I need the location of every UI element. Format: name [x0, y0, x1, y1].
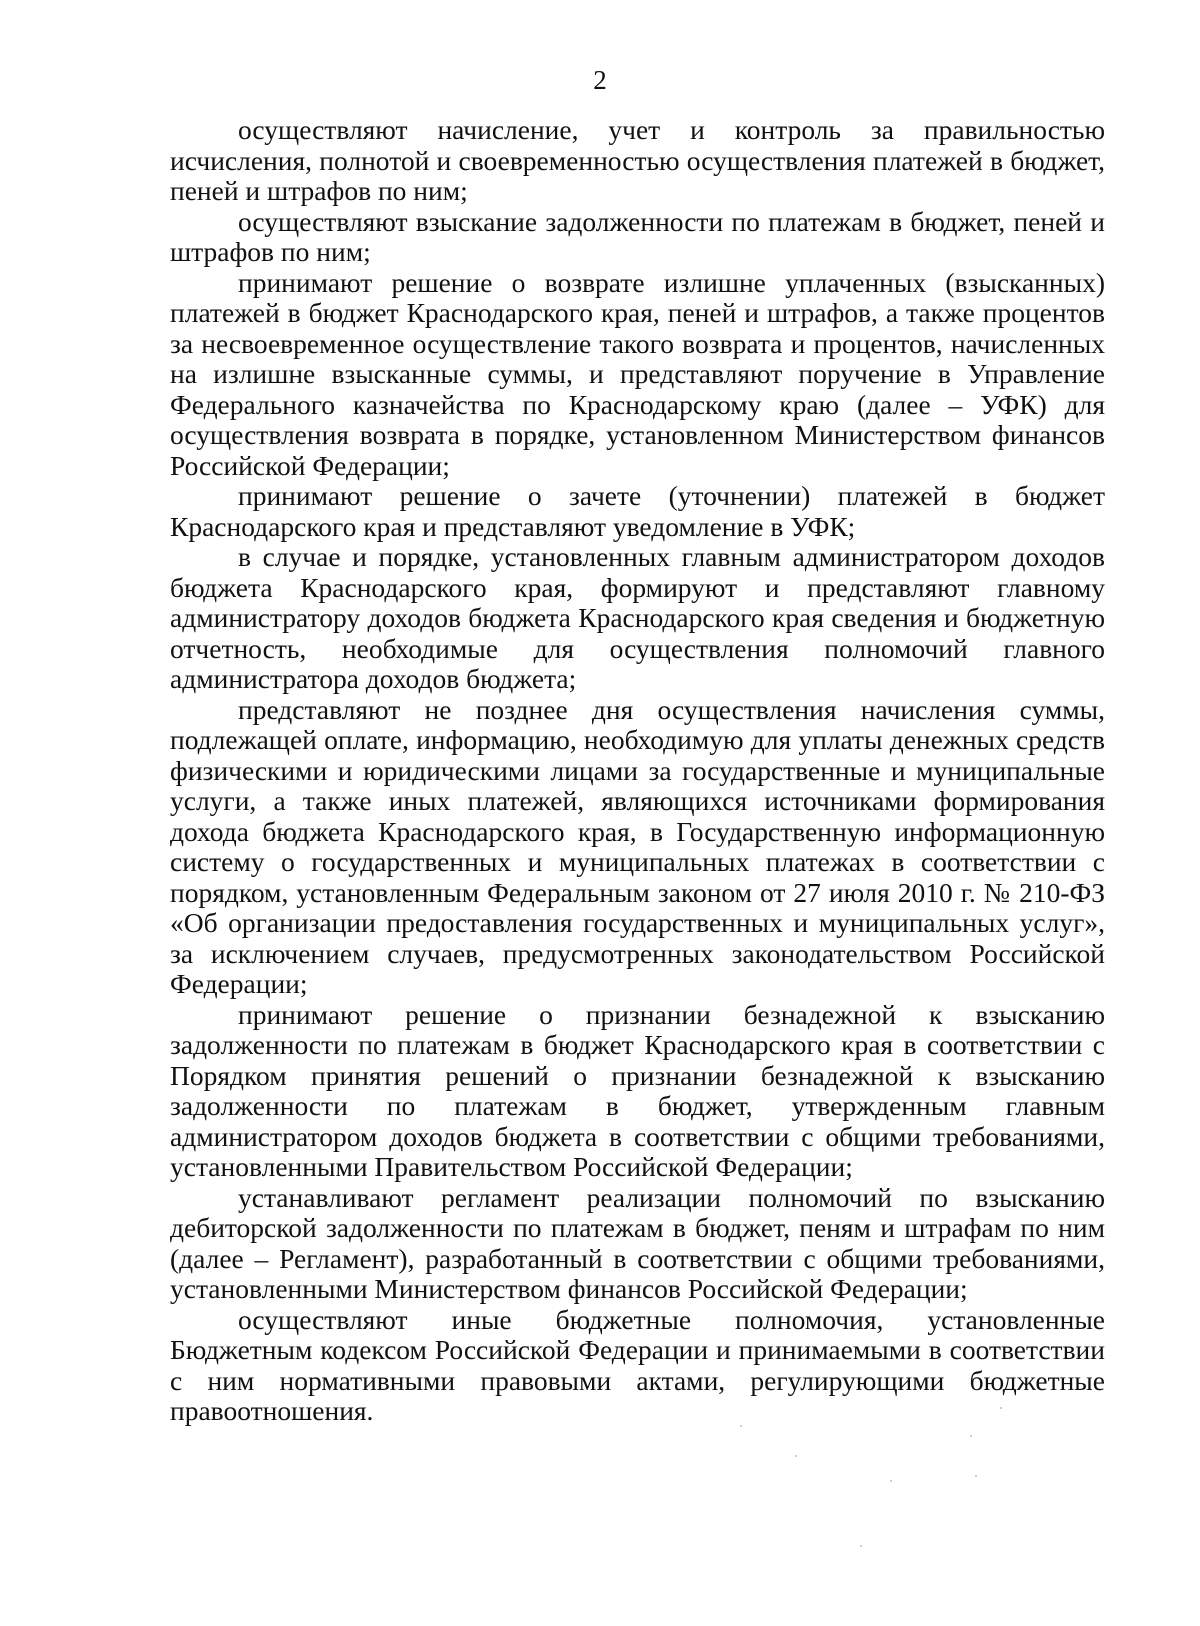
paragraph-refund-decision: принимают решение о возврате излишне уплаченных (взысканных) платежей в бюджет Краснодарского края, пеней и штрафов, а также процентов за несвоевременное осуществление такого возврата и процентов, начисленных на излишне взысканные суммы, и представляют поручение в Управление Федерального казначейства по Краснодарскому краю (далее – УФК) для осуществления возврата в порядке, установленном Министерством финансов Российской Федерации; — [170, 266, 1105, 481]
paragraph-regulation: устанавливают регламент реализации полномочий по взысканию дебиторской задолженности по платежам в бюджет, пеням и штрафам по ним (далее – Регламент), разработанный в соответствии с общими требованиями, установленными Министерством финансов Российской Федерации; — [170, 1181, 1105, 1304]
paragraph-gis-payments: представляют не позднее дня осуществления начисления суммы, подлежащей оплате, информацию, необходимую для уплаты денежных средств физическими и юридическими лицами за государственные и муниципальные услуги, а также иных платежей, являющихся источниками формирования дохода бюджета Краснодарского края, в Государственную информационную систему о государственных и муниципальных платежах в соответствии с порядком, установленным Федеральным законом от 27 июля 2010 г. № 210-ФЗ «Об организации предоставления государственных и муниципальных услуг», за исключением случаев, предусмотренных законодательством Российской Федерации; — [170, 693, 1105, 999]
page-number: 2 — [593, 65, 607, 95]
paragraph-reporting: в случае и порядке, установленных главным администратором доходов бюджета Краснодарского края, формируют и представляют главному администратору доходов бюджета Краснодарского края сведения и бюджетную отчетность, необходимые для осуществления полномочий главного администратора доходов бюджета; — [170, 541, 1105, 694]
paragraph-other-powers: осуществляют иные бюджетные полномочия, установленные Бюджетным кодексом Российской Федерации и принимаемыми в соответствии с ним нормативными правовыми актами, регулирующими бюджетные правоотношения. — [170, 1303, 1105, 1426]
paragraph-accrual-control: осуществляют начисление, учет и контроль за правильностью исчисления, полнотой и своевременностью осуществления платежей в бюджет, пеней и штрафов по ним; — [170, 114, 1105, 206]
document-body — [170, 115, 1105, 1427]
paragraph-bad-debt: принимают решение о признании безнадежной к взысканию задолженности по платежам в бюджет Краснодарского края в соответствии с Порядком принятия решений о признании безнадежной к взысканию задолженности по платежам в бюджет, утвержденным главным администратором доходов бюджета в соответствии с общими требованиями, установленными Правительством Российской Федерации; — [170, 998, 1105, 1182]
paragraph-debt-collection: осуществляют взыскание задолженности по платежам в бюджет, пеней и штрафов по ним; — [170, 205, 1105, 267]
paragraph-offset-decision: принимают решение о зачете (уточнении) платежей в бюджет Краснодарского края и представляют уведомление в УФК; — [170, 480, 1105, 542]
